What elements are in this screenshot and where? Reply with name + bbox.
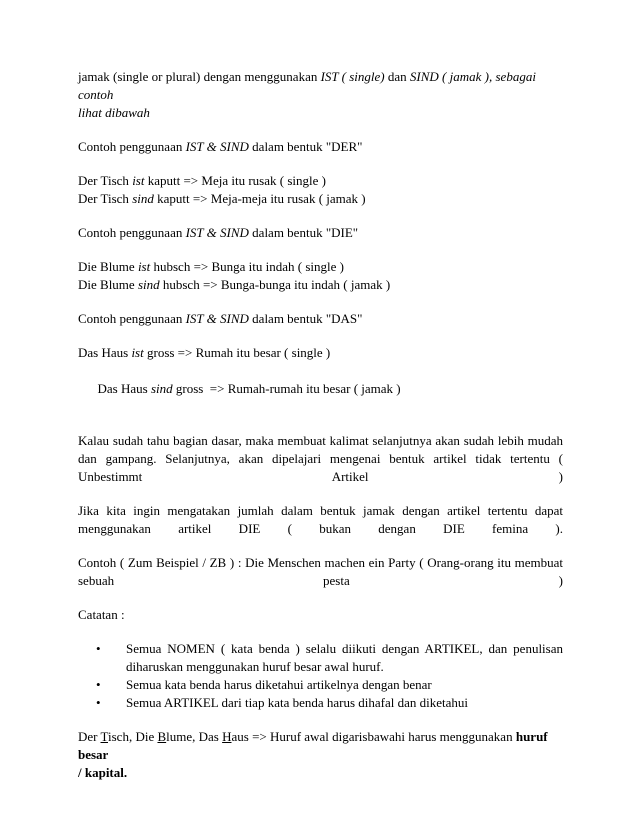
- heading-text: Contoh penggunaan: [78, 139, 186, 154]
- list-item-text: diharuskan menggunakan huruf besar awal huruf.: [126, 659, 384, 674]
- heading-italic: IST & SIND: [185, 225, 249, 240]
- example-text: gross => Rumah-rumah itu besar ( jamak ): [172, 381, 401, 396]
- underlined-letter: H: [222, 729, 232, 744]
- example-verb: sind: [132, 191, 154, 206]
- catatan-list: [78, 640, 563, 712]
- die-example-1: [78, 258, 563, 276]
- paragraph-dasar: [78, 432, 563, 486]
- bullet-icon: •: [96, 695, 101, 710]
- paragraph-line: Contoh ( Zum Beispiel / ZB ) : Die Menschen machen ein Party ( Orang-orang itu membuat: [78, 555, 563, 570]
- heading-text: dalam bentuk "DAS": [248, 311, 363, 326]
- das-example-1: [78, 344, 563, 362]
- underlined-letter: T: [100, 729, 108, 744]
- paragraph-jamak: [78, 502, 563, 538]
- intro-italic: lihat dibawah: [78, 105, 150, 120]
- paragraph-line: gampang. Selanjutnya, akan dipelajari mengenai bentuk artikel tidak tertentu ( Unbestimmt: [78, 451, 563, 484]
- example-text: Die Blume: [78, 259, 138, 274]
- intro-italic: SIND ( jamak ), sebagai contoh: [78, 69, 536, 102]
- heading-text: dalam bentuk "DIE": [248, 225, 359, 240]
- example-text: Das Haus: [78, 345, 132, 360]
- heading-text: dalam bentuk "DER": [248, 139, 363, 154]
- das-heading: [78, 310, 563, 328]
- example-text: Das Haus: [97, 381, 151, 396]
- intro-paragraph: [78, 68, 563, 122]
- paragraph-line: Artikel ): [331, 469, 563, 484]
- intro-text: jamak (single or plural) dengan menggunakan: [78, 69, 321, 84]
- example-text: Der Tisch: [78, 173, 133, 188]
- heading-text: Contoh penggunaan: [78, 311, 186, 326]
- list-item-text: Semua NOMEN ( kata benda ) selalu diikuti dengan ARTIKEL, dan penulisan: [126, 641, 563, 656]
- heading-italic: IST & SIND: [185, 311, 249, 326]
- closing-bold: / kapital.: [78, 765, 128, 780]
- der-example-2: [78, 190, 563, 208]
- example-text: Die Blume: [78, 277, 138, 292]
- closing-text: aus => Huruf awal digarisbawahi harus menggunakan: [231, 729, 516, 744]
- example-text: kaputt => Meja-meja itu rusak ( jamak ): [153, 191, 366, 206]
- example-verb: ist: [132, 173, 145, 188]
- heading-italic: IST & SIND: [185, 139, 249, 154]
- paragraph-line: menggunakan artikel DIE ( bukan dengan DIE femina ).: [78, 521, 563, 536]
- example-text: hubsch => Bunga itu indah ( single ): [150, 259, 344, 274]
- example-verb: sind: [150, 381, 173, 396]
- intro-text: dan: [384, 69, 410, 84]
- example-text: gross => Rumah itu besar ( single ): [143, 345, 331, 360]
- underlined-letter: B: [157, 729, 167, 744]
- das-example-2: [78, 362, 563, 416]
- list-item-text: Semua ARTIKEL dari tiap kata benda harus dihafal dan diketahui: [126, 695, 469, 710]
- der-heading: [78, 138, 563, 156]
- example-text: hubsch => Bunga-bunga itu indah ( jamak ): [159, 277, 391, 292]
- paragraph-line: Jika kita ingin mengatakan jumlah dalam bentuk jamak dengan artikel tertentu dapat: [78, 503, 563, 518]
- list-item-text: Semua kata benda harus diketahui artikelnya dengan benar: [126, 677, 432, 692]
- intro-italic: IST ( single): [320, 69, 385, 84]
- der-example-1: [78, 172, 563, 190]
- example-verb: ist: [131, 345, 144, 360]
- example-verb: ist: [137, 259, 151, 274]
- example-text: Der Tisch: [78, 191, 133, 206]
- closing-text: lume, Das: [166, 729, 223, 744]
- catatan-label: Catatan :: [78, 607, 125, 622]
- closing-bold: huruf besar: [78, 729, 548, 762]
- list-item: [96, 694, 563, 712]
- heading-text: Contoh penggunaan: [78, 225, 186, 240]
- paragraph-line: Kalau sudah tahu bagian dasar, maka membuat kalimat selanjutnya akan sudah lebih mudah dan: [78, 433, 563, 466]
- list-item: [96, 640, 563, 676]
- die-heading: [78, 224, 563, 242]
- example-text: kaputt => Meja itu rusak ( single ): [144, 173, 326, 188]
- document-body: [78, 68, 563, 782]
- closing-paragraph: [78, 728, 563, 782]
- bullet-icon: •: [96, 641, 101, 656]
- closing-text: Der: [78, 729, 101, 744]
- die-example-2: [78, 276, 563, 294]
- closing-text: isch, Die: [108, 729, 158, 744]
- bullet-icon: •: [96, 677, 101, 692]
- paragraph-contoh: [78, 554, 563, 590]
- list-item: [96, 676, 563, 694]
- example-verb: sind: [137, 277, 160, 292]
- paragraph-line: sebuah pesta ): [78, 573, 563, 588]
